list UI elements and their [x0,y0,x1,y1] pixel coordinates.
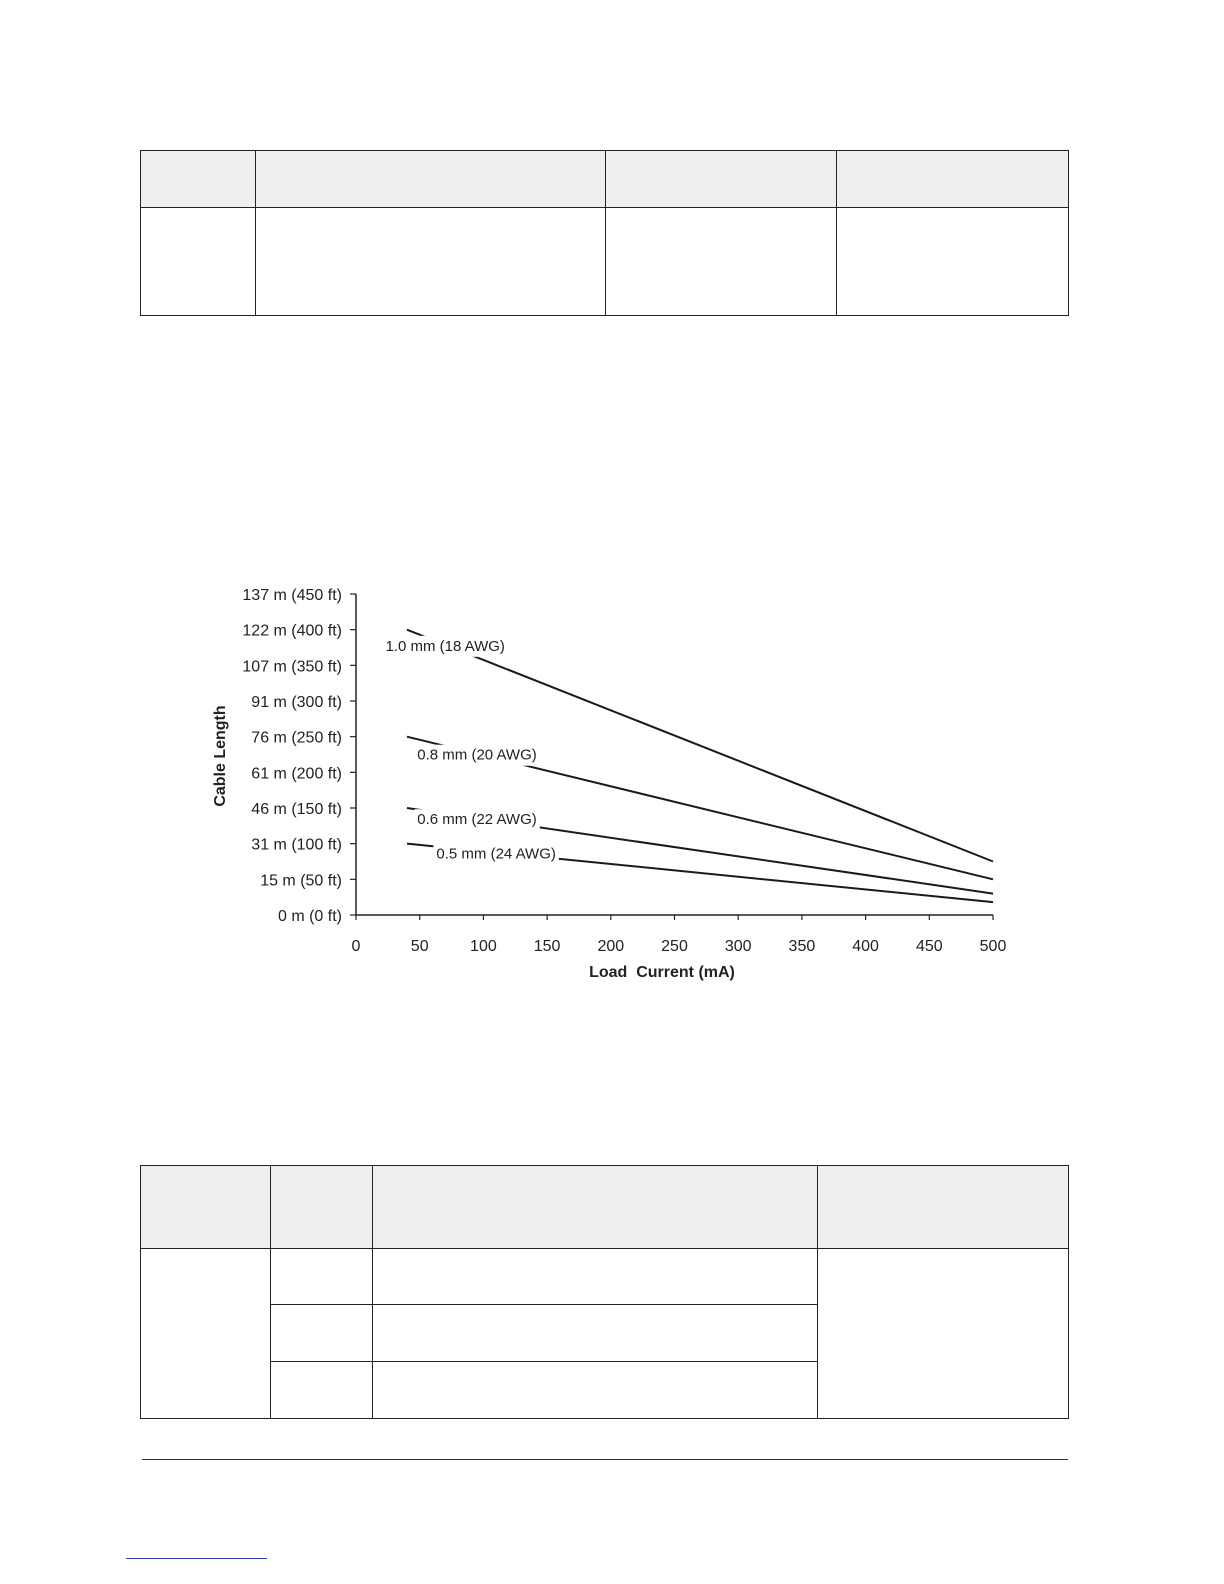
x-tick-label: 50 [410,938,429,955]
series-label: 0.5 mm (24 AWG) [436,845,556,863]
series-layer [382,630,993,902]
y-tick-label: 0 m (0 ft) [277,908,342,925]
footer-divider [142,1459,1068,1460]
series-label: 0.6 mm (22 AWG) [417,811,537,829]
x-tick-label: 300 [724,938,752,955]
x-tick-label: 150 [533,938,561,955]
table-cell [271,1249,373,1305]
series-label: 1.0 mm (18 AWG) [385,637,505,655]
table-cell [141,1166,271,1249]
x-tick-label: 500 [979,938,1007,955]
table-bottom [140,1165,1069,1419]
table-cell [373,1362,818,1419]
y-tick-label: 15 m (50 ft) [260,872,342,890]
x-axis-title: Load Current (mA) [589,964,735,981]
x-tick-label: 0 [351,938,361,955]
y-axis-title: Cable Length [212,705,229,807]
y-axis [242,587,356,925]
x-tick-label: 350 [788,938,816,955]
x-tick-label: 450 [915,938,943,955]
table-cell [373,1166,818,1249]
x-tick-label: 100 [470,938,497,955]
table-cell [271,1305,373,1362]
y-tick-label: 31 m (100 ft) [251,836,342,854]
table-cell [373,1305,818,1362]
y-tick-label: 107 m (350 ft) [242,658,342,676]
y-tick-label: 76 m (250 ft) [251,729,342,747]
y-tick-label: 122 m (400 ft) [242,622,342,640]
table-cell [271,1362,373,1419]
x-tick-label: 400 [852,938,879,955]
series-label: 0.8 mm (20 AWG) [417,746,537,764]
x-tick-label: 250 [661,938,688,955]
y-tick-label: 61 m (200 ft) [251,765,342,783]
table-cell [818,1249,1069,1419]
table-cell [373,1249,818,1305]
x-axis [352,915,1007,955]
x-tick-label: 200 [597,938,625,955]
footer-link-underline [126,1558,267,1559]
table-cell [818,1166,1069,1249]
y-tick-label: 137 m (450 ft) [242,587,342,604]
y-tick-label: 46 m (150 ft) [251,801,342,818]
y-tick-label: 91 m (300 ft) [251,694,342,711]
table-cell [141,1249,271,1419]
table-cell [271,1166,373,1249]
table-row [141,1249,1069,1305]
table-header-row [141,1166,1069,1249]
